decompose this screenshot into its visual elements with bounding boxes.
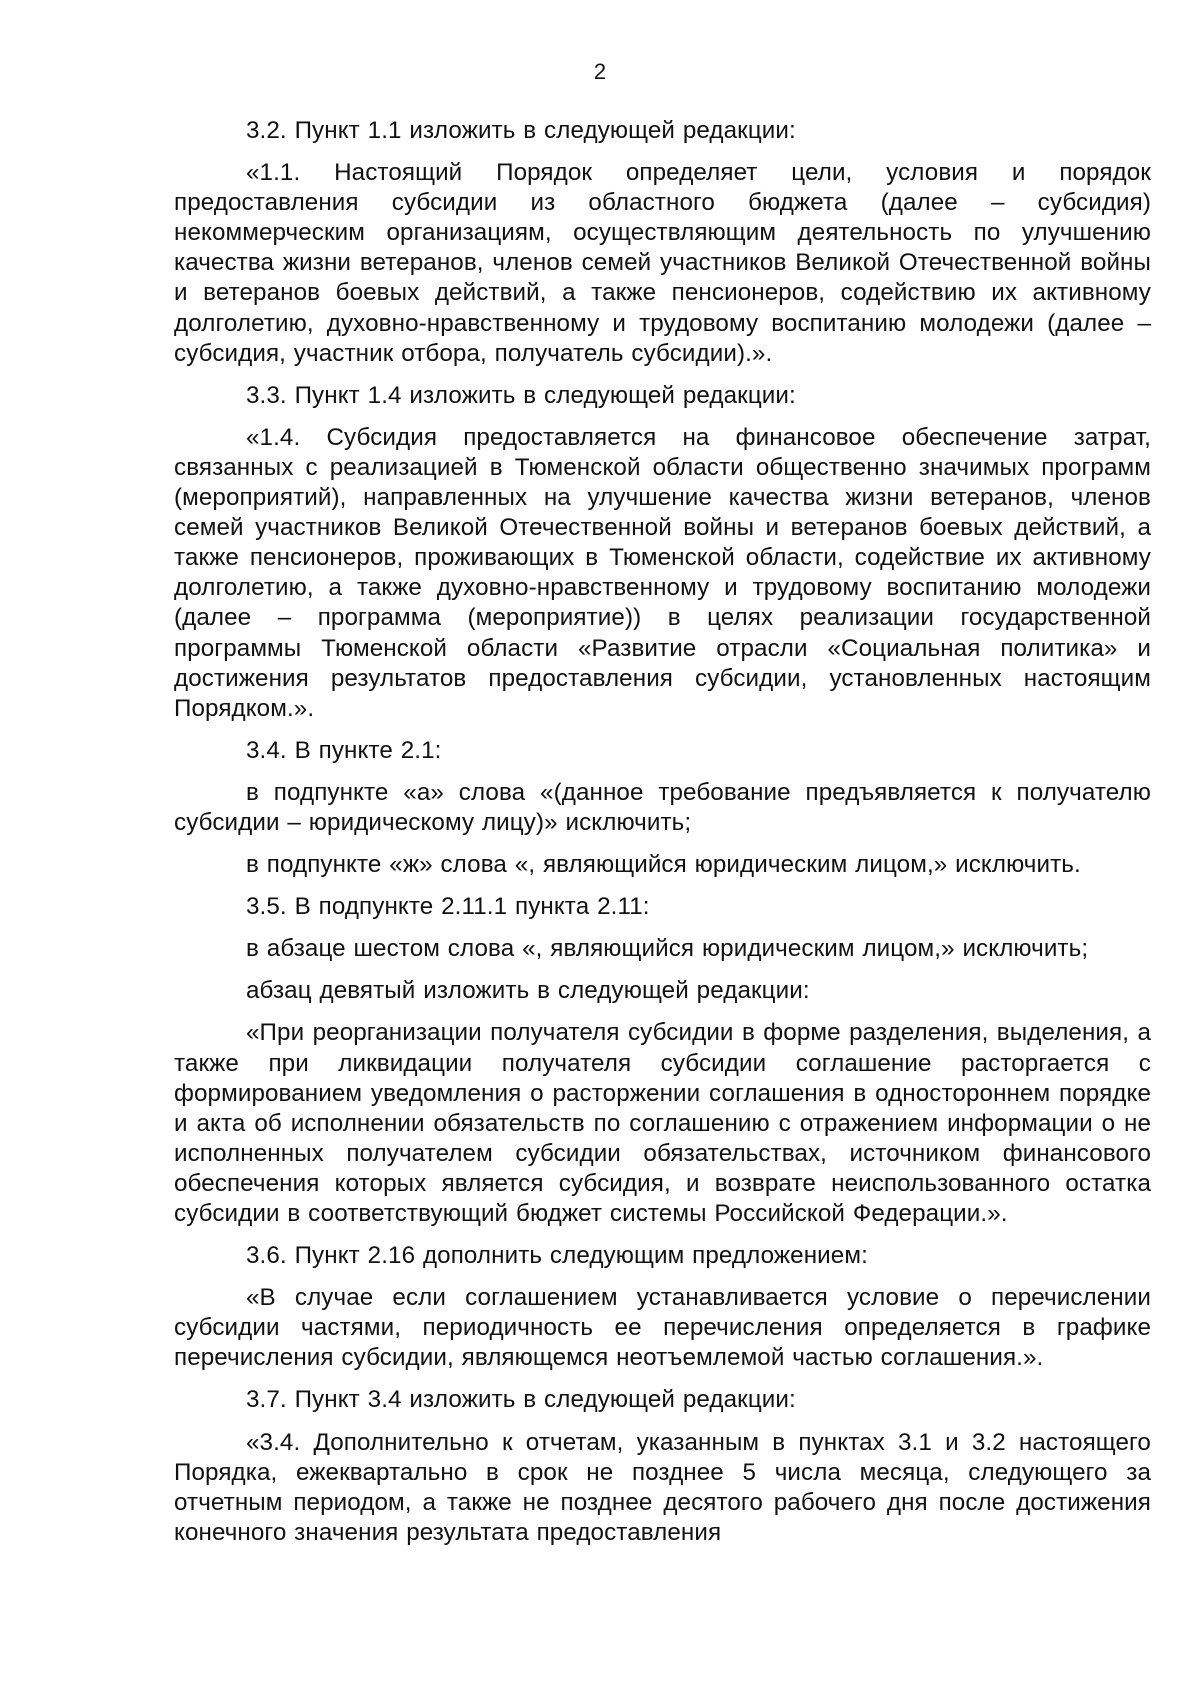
paragraph-3-6-heading: 3.6. Пункт 2.16 дополнить следующим предложением: [246,1242,868,1270]
paragraph-3-4-text: «3.4. Дополнительно к отчетам, указанным в пунктах 3.1 и 3.2 настоящего Порядка, ежеквартально в срок не позднее 5 числа месяца, следующего за отчетным периодом, а также не позднее десятого рабочего дня после достижения конечного значения результата предоставления [174,1428,1151,1546]
paragraph-3-5-item-9: абзац девятый изложить в следующей редакции: [246,977,810,1005]
paragraph-3-4-item-zh: в подпункте «ж» слова «, являющийся юридическим лицом,» исключить. [246,851,1081,879]
paragraph-3-7-heading: 3.7. Пункт 3.4 изложить в следующей редакции: [246,1386,796,1414]
paragraph-3-3-heading: 3.3. Пункт 1.4 изложить в следующей редакции: [246,381,796,409]
paragraph-3-5-item-6: в абзаце шестом слова «, являющийся юридическим лицом,» исключить; [246,935,1089,963]
paragraph-3-5-heading: 3.5. В подпункте 2.11.1 пункта 2.11: [246,893,650,921]
paragraph-2-16-text: «В случае если соглашением устанавливается условие о перечислении субсидии частями, периодичность ее перечисления определяется в графике перечисления субсидии, являющемся неотъемлемой частью соглашения.». [174,1284,1151,1372]
paragraph-reorganization-text: «При реорганизации получателя субсидии в форме разделения, выделения, а также при ликвидации получателя субсидии соглашение расторгается с формированием уведомления о расторжении соглашения в одностороннем порядке и акта об исполнении обязательств по соглашению с отражением информации о не исполненных получателем субсидии обязательствах, источником финансового обеспечения которых является субсидия, и возврате неиспользованного остатка субсидии в соответствующий бюджет системы Российской Федерации.». [174,1019,1151,1227]
page-number: 2 [593,59,607,84]
paragraph-3-4-item-a: в подпункте «а» слова «(данное требование предъявляется к получателю субсидии – юридическому лицу)» исключить; [174,778,1151,836]
document-body [174,116,1151,1548]
paragraph-1-1-text: «1.1. Настоящий Порядок определяет цели, условия и порядок предоставления субсидии из областного бюджета (далее – субсидия) некоммерческим организациям, осуществляющим деятельность по улучшению качества жизни ветеранов, членов семей участников Великой Отечественной войны и ветеранов боевых действий, а также пенсионеров, содействию их активному долголетию, духовно-нравственному и трудовому воспитанию молодежи (далее – субсидия, участник отбора, получатель субсидии).». [174,159,1151,367]
paragraph-1-4-text: «1.4. Субсидия предоставляется на финансовое обеспечение затрат, связанных с реализацией в Тюменской области общественно значимых программ (мероприятий), направленных на улучшение качества жизни ветеранов, членов семей участников Великой Отечественной войны и ветеранов боевых действий, а также пенсионеров, проживающих в Тюменской области, содействие их активному долголетию, а также духовно-нравственному и трудовому воспитанию молодежи (далее – программа (мероприятие)) в целях реализации государственной программы Тюменской области «Развитие отрасли «Социальная политика» и достижения результатов предоставления субсидии, установленных настоящим Порядком.». [174,423,1151,722]
paragraph-3-2-heading: 3.2. Пункт 1.1 изложить в следующей редакции: [246,117,796,144]
paragraph-3-4-heading: 3.4. В пункте 2.1: [246,736,442,764]
